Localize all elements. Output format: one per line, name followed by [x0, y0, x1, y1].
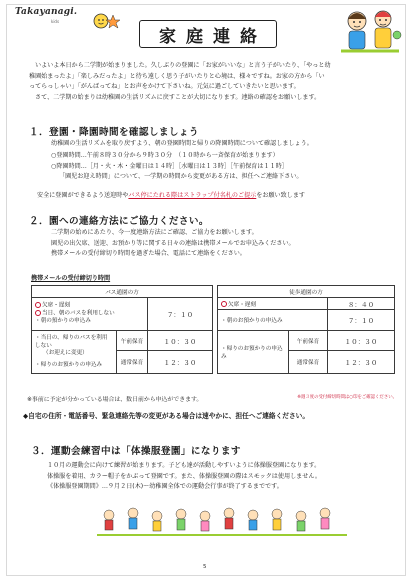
bus-am-deadline: １０：３０: [148, 331, 213, 351]
logo-subtext: kids: [51, 19, 60, 24]
walk-deadline-table: [217, 285, 395, 374]
smiling-star-icon: [91, 11, 125, 31]
bus-normal-label: 通常保育: [117, 351, 148, 374]
section1-title: １．登園・降園時間を確認しましょう: [29, 127, 199, 138]
section2-title: ２．園への連絡方法にご協力ください。: [29, 216, 209, 227]
page-title: 家庭連絡: [139, 20, 277, 48]
intro-paragraph: いよいよ本日から二学期が始まりました。久しぶりの登園に「お家がいいな」と言う子がいたり、「やっと幼 稚園始まったよ」「楽しみだったよ」と待ち遠しく思う子がいたりと心境は、様々ですね。お家の方から「い ってらっしゃい」「がんばってね」とお声をかけて下さいね。元気に過ごしていきたいと思います。 さて、二学期の始まりは幼稚園の生活リズムに戻すことが大切になります。連絡の確認をお願いします。: [29, 62, 331, 101]
walk-table-header: 徒歩通園の方: [218, 286, 395, 298]
bus-deadline-table: [31, 285, 213, 374]
arrival-time: ○登園時間…午前８時３０分から９時３０分: [51, 152, 173, 159]
safety-note: 安全に登園ができるよう送迎時やバス停にたれる際はストラップ付名札のご提示をお願い致します: [37, 192, 306, 199]
school-logo: Takayanagi.: [15, 7, 78, 17]
circle-mark-icon: [221, 301, 227, 307]
bus-morning-items: 欠席・遅刻 当日、朝のバスを利用しない ・朝の預かりの申込み: [32, 298, 148, 331]
walk-normal-label: 通常保育: [289, 351, 328, 374]
children-running-illustration-icon: [97, 501, 347, 541]
bus-am-label: 午前保育: [117, 331, 148, 351]
section1-times: [51, 151, 397, 183]
section3-body: １０月の運動会に向けて練習が始まります。子ども達が活動しやすいように体操服登園になります。 体操服を着用、カラー帽子をかぶって登園です。また、体操服登園の際はスモックは使用しません。 《体操服登園期間》…９月２日(木)～幼稚園全体での運動会行事が終了するまでです。: [47, 462, 321, 491]
section1-body: 幼稚園の生活リズムを取り戻すよう、朝の登園時間と帰りの降園時間について確認しましょう。: [51, 140, 313, 147]
address-change-notice: ◆自宅の住所・電話番号、緊急連絡先等の変更がある場合は速やかに、担任へご連絡ください。: [23, 412, 310, 420]
bus-table-header: バス通園の方: [32, 286, 213, 298]
table-caption: 携帯メールの受付締切り時間: [31, 275, 111, 282]
departure-time: ○降園時間…［月・火・木・金曜日は１４時］［水曜日は１３時］［午前保育は１１時］: [51, 162, 288, 170]
walk-am-deadline: １０：３０: [328, 331, 395, 351]
walk-afternoon-item: ・帰りのお預かりの申込み: [218, 331, 289, 374]
circle-mark-icon: [35, 310, 41, 316]
walk-normal-deadline: １２：３０: [328, 351, 395, 374]
newsletter-page: [6, 4, 406, 576]
nametag-highlight: バス停にたれる際はストラップ付名札のご提示: [128, 192, 257, 199]
bus-normal-deadline: １２：３０: [148, 351, 213, 374]
pickup-time-note: 「園児お迎え時間」について、一学期の時間から変更がある方は、担任へご連絡下さい。: [59, 173, 303, 181]
walk-absence-deadline: ８：４０: [328, 298, 395, 310]
children-illustration-icon: [337, 7, 403, 59]
bus-afternoon-items: ・当日の、帰りのバスを利用しない （お迎えに変更） ・帰りのお預かりの申込み: [32, 331, 117, 374]
walk-morning-care-item: ・朝のお預かりの申込み: [218, 310, 328, 331]
bus-morning-deadline: ７：１０: [148, 298, 213, 331]
walk-am-label: 午前保育: [289, 331, 328, 351]
section2-body: 二学期の始めにあたり、今一度連絡方法にご確認、ご協力をお願いします。 園児の出欠席、送迎、お預かり等に関する日々の連絡は携帯メールでお申込みください。 携帯メールの受付締切り時間を過ぎた場合、電話にて連絡をください。: [51, 229, 295, 258]
walk-morning-care-deadline: ７：１０: [328, 310, 395, 331]
walk-absence-item: 欠席・遅刻: [218, 298, 328, 310]
page-number: 5: [203, 564, 207, 570]
circle-mark-icon: [35, 302, 41, 308]
arrival-note: （１０時から一斉保育が始まります）: [178, 152, 279, 159]
table-footnote: ※事前に予定が分かっている場合は、数日前から申込ができます。 ※週３度の受付締切時間は○印をご確認ください。: [27, 395, 397, 403]
circle-mark-note: ※週３度の受付締切時間は○印をご確認ください。: [297, 395, 397, 400]
section3-title: ３．運動会練習中は「体操服登園」になります: [31, 446, 241, 457]
